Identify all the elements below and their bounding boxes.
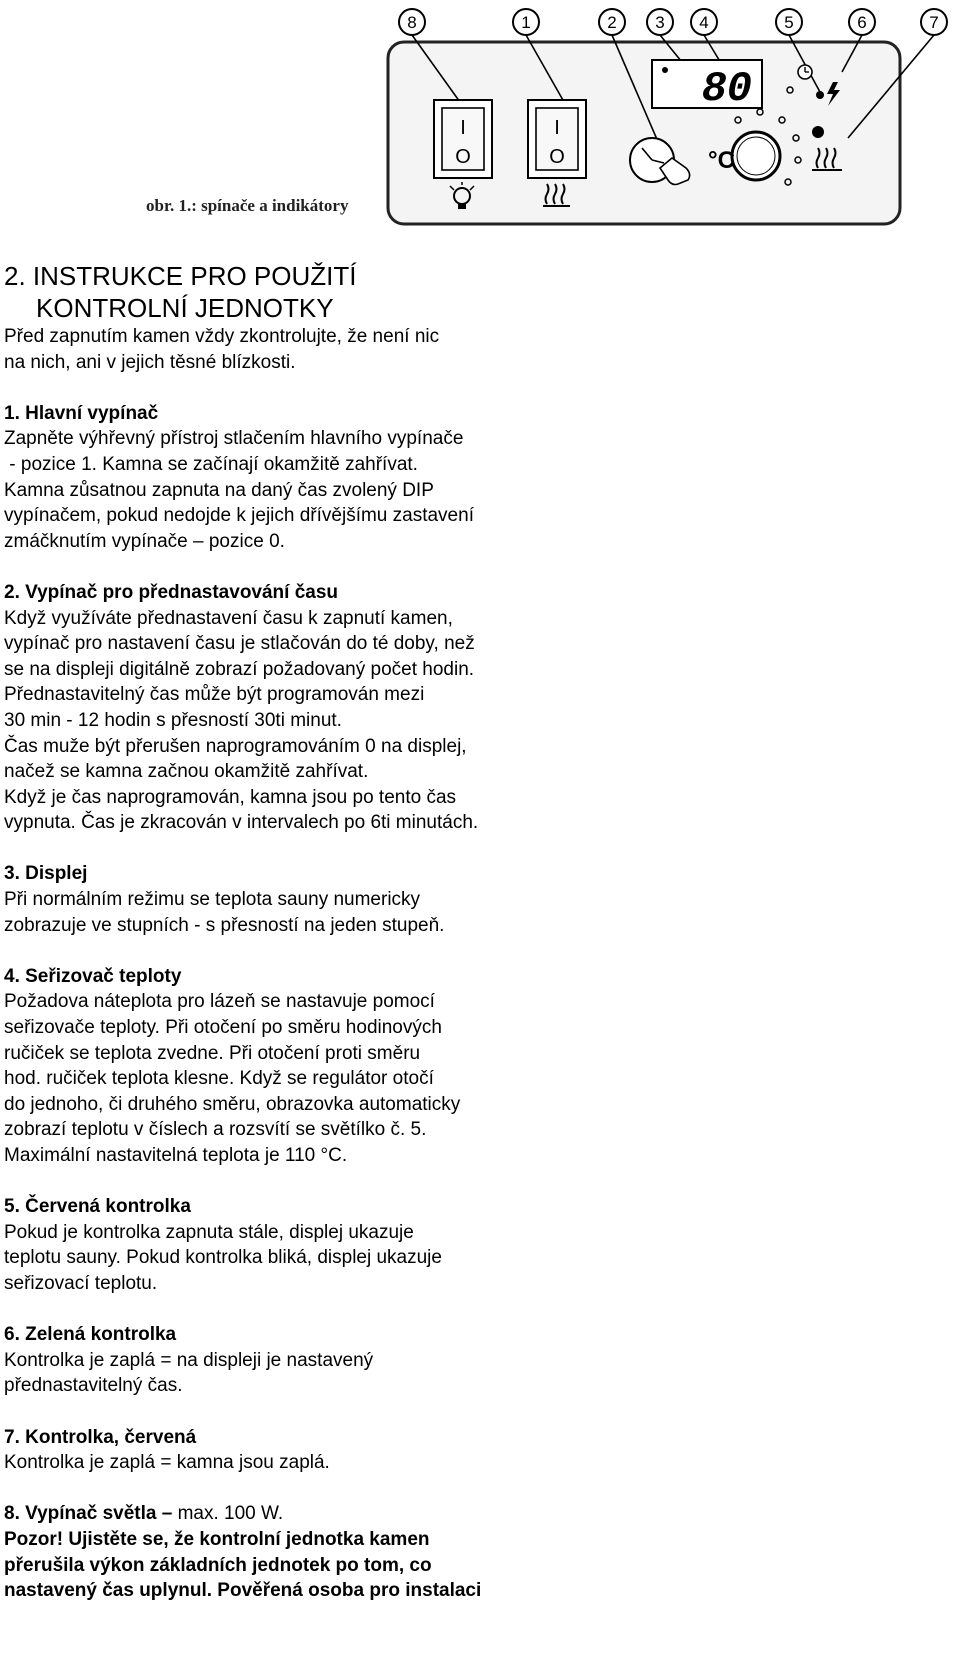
item-line: Když využíváte přednastavení času k zapnutí kamen,	[4, 607, 453, 629]
item-8-title-bold: 8. Vypínač světla –	[4, 1503, 173, 1525]
temperature-display	[652, 60, 762, 113]
item-line: Kontrolka je zaplá = kamna jsou zaplá.	[4, 1452, 330, 1474]
svg-text:O: O	[455, 146, 471, 168]
item-line: vypínačem, pokud nedojde k jejich dřívějšímu zastavení	[4, 505, 474, 527]
svg-text:°C: °C	[708, 147, 735, 174]
callout-1	[513, 9, 539, 35]
heading-line-1: 2. INSTRUKCE PRO POUŽITÍ	[4, 261, 357, 291]
item-line: Kontrolka je zaplá = na displeji je nastavený	[4, 1349, 374, 1371]
indicator-5-red-lamp	[816, 91, 824, 99]
callout-4	[691, 9, 717, 35]
svg-text:1: 1	[521, 13, 531, 32]
svg-text:7: 7	[929, 13, 939, 32]
warning-line: Pozor! Ujistěte se, že kontrolní jednotka kamen	[4, 1528, 430, 1550]
warning-line: přerušila výkon základních jednotek po tom, co	[4, 1554, 432, 1576]
control-panel-diagram	[0, 0, 960, 230]
item-line: zobrazuje ve stupních - s přesností na jeden stupeň.	[4, 914, 445, 936]
instructions-section	[4, 260, 944, 1604]
item-line: seřizovače teploty. Při otočení po směru hodinových	[4, 1017, 442, 1039]
control-panel-figure	[0, 0, 960, 230]
warning-line: nastavený čas uplynul. Pověřená osoba pro instalaci	[4, 1580, 482, 1602]
figure-caption: obr. 1.: spínače a indikátory	[146, 196, 349, 215]
svg-text:I: I	[554, 117, 560, 139]
callout-7	[921, 9, 947, 35]
item-line: vypnuta. Čas je zkracován v intervalech po 6ti minutách.	[4, 812, 479, 834]
intro-line: na nich, ani v jejich těsné blízkosti.	[4, 351, 296, 373]
svg-text:2: 2	[607, 13, 617, 32]
item-title: 6. Zelená kontrolka	[4, 1324, 177, 1346]
item-line: 30 min - 12 hodin s přesností 30ti minut.	[4, 709, 342, 731]
callout-2	[599, 9, 625, 35]
item-line: - pozice 1. Kamna se začínají okamžitě zahřívat.	[4, 453, 418, 475]
svg-text:6: 6	[857, 13, 867, 32]
callout-8	[399, 9, 425, 35]
item-line: načež se kamna začnou okamžitě zahřívat.	[4, 761, 369, 783]
item-line: Kamna zůsatnou zapnuta na daný čas zvolený DIP	[4, 479, 434, 501]
main-switch	[528, 100, 586, 178]
section-heading	[4, 260, 944, 324]
item-title: 5. Červená kontrolka	[4, 1196, 191, 1218]
item-line: Když je čas naprogramován, kamna jsou po tento čas	[4, 786, 457, 808]
clock-icon	[798, 65, 812, 79]
item-8-title-rest: max. 100 W.	[172, 1503, 284, 1525]
light-switch	[434, 100, 492, 178]
item-title: 1. Hlavní vypínač	[4, 402, 159, 424]
callout-3	[647, 9, 673, 35]
svg-text:80: 80	[701, 65, 752, 113]
item-title: 7. Kontrolka, červená	[4, 1426, 197, 1448]
callout-5	[776, 9, 802, 35]
svg-text:8: 8	[407, 13, 417, 32]
svg-text:5: 5	[784, 13, 794, 32]
item-line: Přednastavitelný čas může být programován mezi	[4, 684, 425, 706]
item-title: 2. Vypínač pro přednastavování času	[4, 581, 339, 603]
item-line: hod. ručiček teplota klesne. Když se regulátor otočí	[4, 1068, 434, 1090]
item-title: 3. Displej	[4, 863, 88, 885]
item-line: Při normálním režimu se teplota sauny numericky	[4, 889, 421, 911]
item-line: seřizovací teplotu.	[4, 1272, 158, 1294]
heading-line-2: KONTROLNÍ JEDNOTKY	[36, 293, 334, 323]
indicator-7-red-lamp	[812, 126, 824, 138]
intro-line: Před zapnutím kamen vždy zkontrolujte, že není nic	[4, 326, 440, 347]
svg-text:O: O	[549, 146, 565, 168]
item-line: vypínač pro nastavení času je stlačován do té doby, než	[4, 633, 475, 655]
item-line: do jednoho, či druhého směru, obrazovka automaticky	[4, 1093, 461, 1115]
item-line: ručiček se teplota zvedne. Při otočení proti směru	[4, 1042, 421, 1064]
item-line: zmáčknutím vypínače – pozice 0.	[4, 530, 285, 552]
item-line: teplotu sauny. Pokud kontrolka bliká, displej ukazuje	[4, 1247, 442, 1269]
item-8-title	[4, 1501, 944, 1527]
item-line: Maximální nastavitelná teplota je 110 °C.	[4, 1145, 348, 1166]
item-line: Pokud je kontrolka zapnuta stále, displej ukazuje	[4, 1221, 414, 1243]
item-line: se na displeji digitálně zobrazí požadovaný počet hodin.	[4, 658, 475, 680]
item-line: Čas muže být přerušen naprogramováním 0 na displej,	[4, 735, 467, 757]
item-line: přednastavitelný čas.	[4, 1375, 183, 1397]
svg-text:4: 4	[699, 13, 709, 32]
item-line: zobrazí teplotu v číslech a rozsvítí se světílko č. 5.	[4, 1119, 427, 1141]
item-line: Požadova náteplota pro lázeň se nastavuje pomocí	[4, 991, 435, 1013]
item-line: Zapněte výhřevný přístroj stlačením hlavního vypínače	[4, 428, 464, 450]
svg-text:3: 3	[655, 13, 665, 32]
svg-text:I: I	[460, 117, 466, 139]
callout-6	[849, 9, 875, 35]
item-title: 4. Seřizovač teploty	[4, 965, 182, 987]
